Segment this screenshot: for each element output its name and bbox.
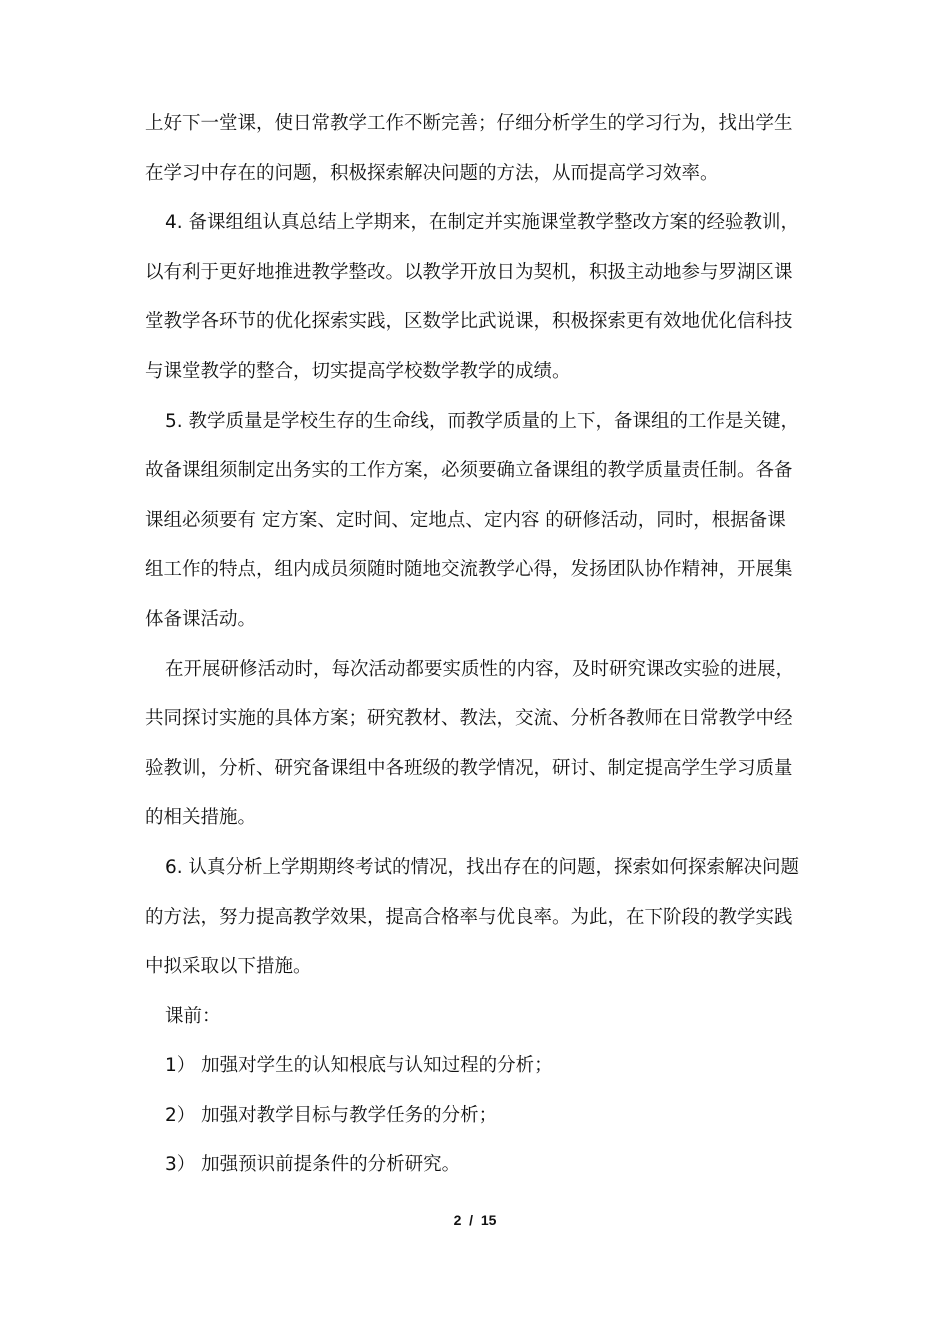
- list-item: 1） 加强对学生的认知根底与认知过程的分析；: [165, 1055, 553, 1077]
- text-line: 在学习中存在的问题，积极探索解决问题的方法，从而提高学习效率。: [145, 162, 719, 184]
- text-line: 4. 备课组组认真总结上学期来，在制定并实施课堂教学整改方案的经验教训，: [165, 212, 800, 234]
- text-line: 共同探讨实施的具体方案；研究教材、教法，交流、分析各教师在日常教学中经: [145, 708, 793, 730]
- text-line: 验教训，分析、研究备课组中各班级的教学情况，研讨、制定提高学生学习质量: [145, 757, 793, 779]
- text-line: 在开展研修活动时，每次活动都要实质性的内容，及时研究课改实验的进展，: [165, 658, 795, 680]
- text-line: 故备课组须制定出务实的工作方案，必须要确立备课组的教学质量责任制。各备: [145, 460, 793, 482]
- text-line: 组工作的特点，组内成员须随时随地交流教学心得，发扬团队协作精神，开展集: [145, 559, 793, 581]
- text-line: 5. 教学质量是学校生存的生命线，而教学质量的上下，备课组的工作是关键，: [165, 410, 800, 432]
- text-line: 课组必须要有 定方案、定时间、定地点、定内容 的研修活动，同时，根据备课: [145, 509, 786, 531]
- text-line: 中拟采取以下措施。: [145, 956, 312, 978]
- list-item: 3） 加强预识前提条件的分析研究。: [165, 1154, 461, 1176]
- text-line: 与课堂教学的整合，切实提高学校数学教学的成绩。: [145, 360, 571, 382]
- text-line: 课前：: [165, 1005, 221, 1027]
- text-line: 的相关措施。: [145, 807, 257, 829]
- text-line: 体备课活动。: [145, 608, 257, 630]
- document-body: [145, 104, 825, 1195]
- text-line: 以有利于更好地推进教学整改。以教学开放日为契机，积扱主动地参与罗湖区课: [145, 261, 793, 283]
- list-item: 2） 加强对教学目标与教学任务的分析；: [165, 1104, 498, 1126]
- text-line: 6. 认真分析上学期期终考试的情况，找出存在的问题，探索如何探索解决问题: [165, 856, 800, 878]
- text-line: 堂教学各环节的优化探索实践，区数学比武说课，积极探索更有效地优化信科技: [145, 311, 793, 333]
- text-line: 的方法，努力提高教学效果，提高合格率与优良率。为此，在下阶段的教学实践: [145, 906, 793, 928]
- page-number: 2 / 15: [453, 1212, 497, 1228]
- text-line: 上好下一堂课，使日常教学工作不断完善；仔细分析学生的学习行为，找出学生: [145, 113, 793, 134]
